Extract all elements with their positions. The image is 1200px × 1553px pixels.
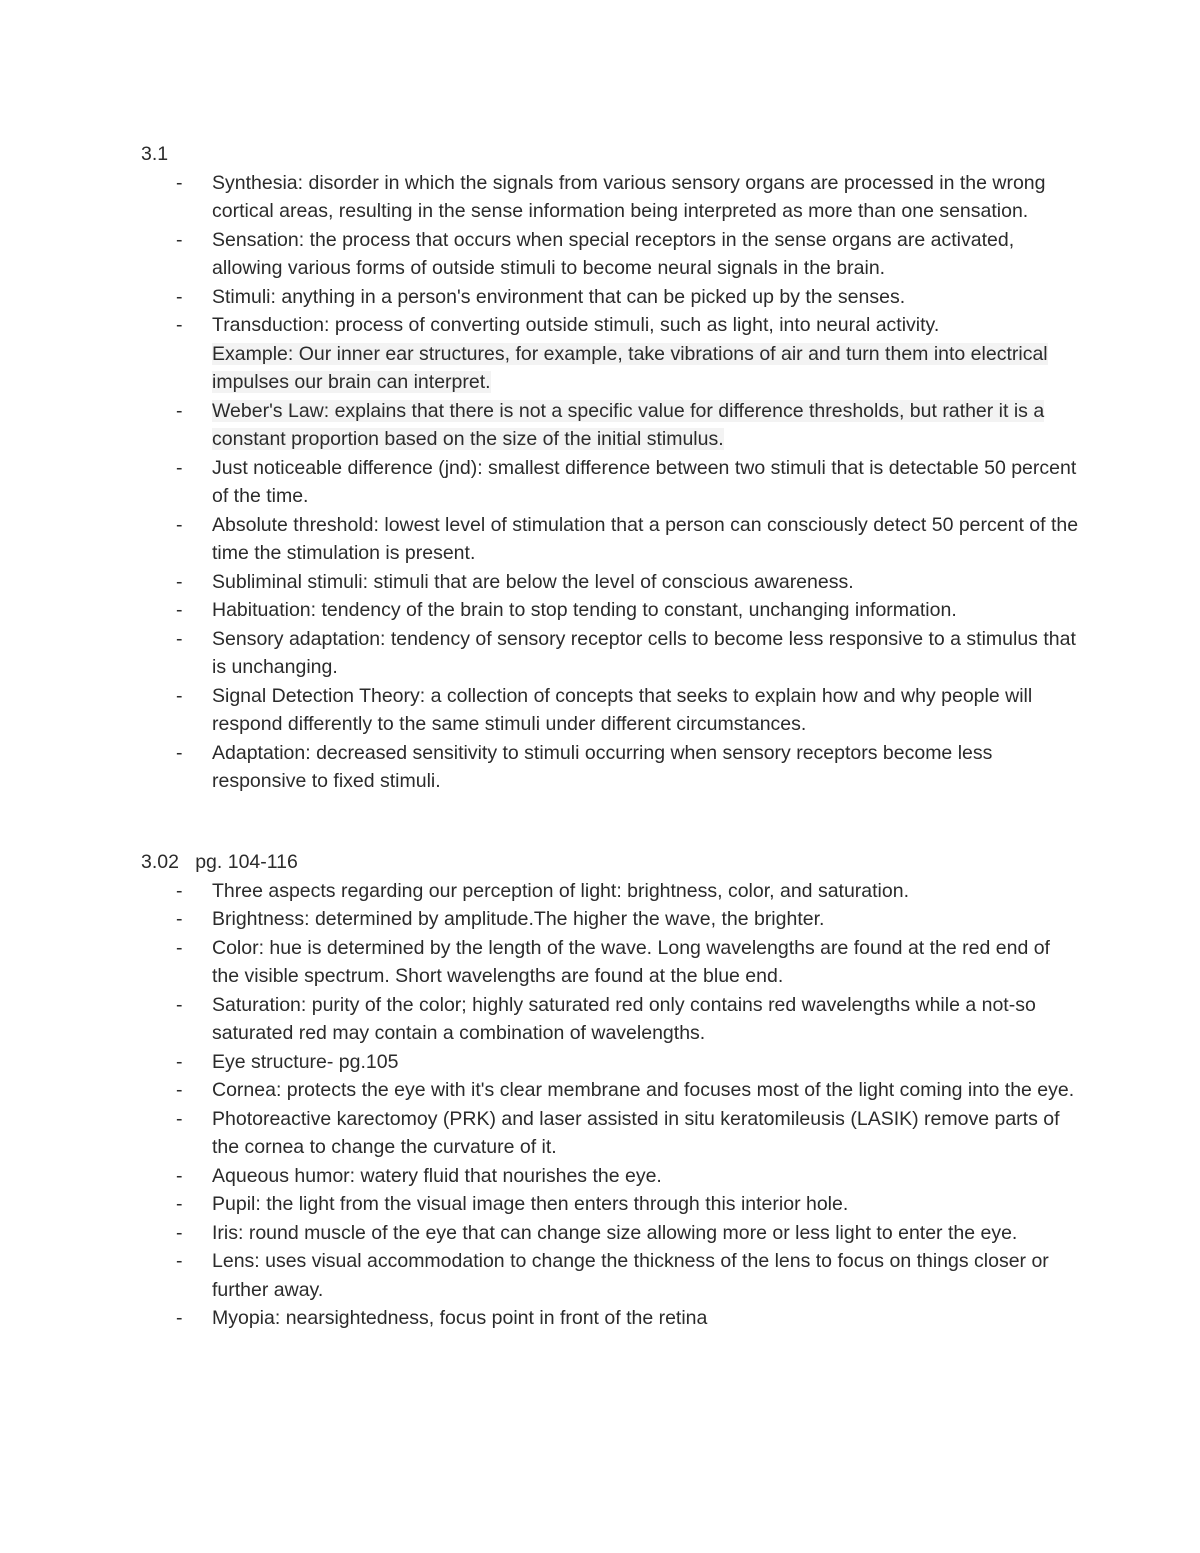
section-heading: 3.1: [141, 143, 169, 165]
bullet-dash: -: [176, 1193, 183, 1215]
list-item: [141, 1076, 1082, 1105]
bullet-dash: -: [176, 741, 183, 764]
bullet-dash: -: [176, 908, 183, 930]
note-text: Absolute threshold: lowest level of stimulation that a person can consciously detect 50 percent of the time the stimulation is present.: [212, 513, 1079, 564]
bullet-dash: -: [176, 1250, 183, 1272]
list-item: [141, 226, 1082, 283]
list-item: [141, 169, 1082, 226]
note-text: Adaptation: decreased sensitivity to stimuli occurring when sensory receptors become less responsive to fixed stimuli.: [212, 741, 993, 792]
note-text: Transduction: process of converting outside stimuli, such as light, into neural activity.: [212, 314, 940, 336]
bullet-dash: -: [176, 314, 183, 336]
bullet-dash: -: [176, 285, 183, 308]
note-text: Weber's Law: explains that there is not a specific value for difference thresholds, but rather it is a constant proportion based on the size of the initial stimulus.: [212, 399, 1045, 450]
note-text: Iris: round muscle of the eye that can change size allowing more or less light to enter the eye.: [212, 1221, 1018, 1244]
list-item: [141, 934, 1082, 991]
bullet-dash: -: [176, 1050, 183, 1073]
bullet-dash: -: [176, 1164, 183, 1187]
notes-list: [141, 169, 1081, 796]
section-3-02: [141, 848, 1081, 1333]
bullet-dash: -: [176, 684, 183, 707]
list-item: [141, 397, 1082, 454]
bullet-dash: -: [176, 399, 183, 422]
list-item: [141, 739, 1082, 796]
list-item: [141, 625, 1082, 682]
list-item: [141, 311, 1082, 397]
list-item: [141, 596, 1082, 625]
bullet-dash: -: [176, 1079, 183, 1101]
list-item: [141, 877, 1082, 906]
note-text: Cornea: protects the eye with it's clear membrane and focuses most of the light coming into the eye.: [212, 1079, 1075, 1101]
bullet-dash: -: [176, 993, 183, 1016]
note-text: Color: hue is determined by the length of the wave. Long wavelengths are found at the red end of the visible spectrum. Short wavelengths are found at the blue end.: [212, 936, 1050, 987]
list-item: [141, 454, 1082, 511]
note-text: Stimuli: anything in a person's environment that can be picked up by the senses.: [212, 285, 906, 308]
note-text: Pupil: the light from the visual image then enters through this interior hole.: [212, 1193, 849, 1215]
note-text: Three aspects regarding our perception of light: brightness, color, and saturation.: [212, 879, 909, 902]
note-text: stimuli that are below the level of conscious awareness.: [368, 570, 854, 593]
bullet-dash: -: [176, 513, 183, 536]
bullet-dash: -: [176, 627, 183, 650]
note-text: Sensation: the process that occurs when special receptors in the sense organs are activated, allowing various forms of outside stimuli to become neural signals in the brain.: [212, 228, 1015, 279]
bullet-dash: -: [176, 456, 183, 479]
bullet-dash: -: [176, 228, 183, 251]
note-text: Synthesia: disorder in which the signals from various sensory organs are processed in the wrong cortical areas, resulting in the sense information being interpreted as more than one sensation.: [212, 171, 1046, 222]
list-item: [141, 991, 1082, 1048]
bullet-dash: -: [176, 599, 183, 621]
bullet-dash: -: [176, 1107, 183, 1130]
bullet-dash: -: [176, 1221, 183, 1244]
notes-list: [141, 877, 1081, 1333]
bullet-dash: -: [176, 936, 183, 959]
list-item: [141, 1190, 1082, 1219]
list-item: [141, 283, 1082, 312]
note-text: Just noticeable difference (jnd): smallest difference between two stimuli that is detectable 50 percent of the time.: [212, 456, 1077, 507]
section-heading: 3.02 pg. 104-116: [141, 851, 298, 873]
note-text: Lens: uses visual accommodation to change the thickness of the lens to focus on things closer or further away.: [212, 1250, 1049, 1301]
bullet-dash: -: [176, 879, 183, 902]
list-item: [141, 1304, 1082, 1333]
note-text: Photoreactive karectomoy (PRK) and laser assisted in situ keratomileusis (LASIK) remove parts of the cornea to change the curvature of it.: [212, 1107, 1060, 1158]
list-item: [141, 1219, 1082, 1248]
note-term: Subliminal stimuli:: [212, 570, 369, 593]
note-text: Signal Detection Theory: a collection of concepts that seeks to explain how and why people will respond differently to the same stimuli under different circumstances.: [212, 684, 1033, 735]
list-item: [141, 1247, 1082, 1304]
note-text: Saturation: purity of the color; highly saturated red only contains red wavelengths while a not-so saturated red may contain a combination of wavelengths.: [212, 993, 1036, 1044]
note-text: Brightness: determined by amplitude.The higher the wave, the brighter.: [212, 908, 825, 930]
note-text: Sensory adaptation: tendency of sensory receptor cells to become less responsive to a stimulus that is unchanging.: [212, 627, 1076, 678]
list-item: [141, 905, 1082, 934]
note-text: Eye structure- pg.105: [212, 1050, 399, 1073]
bullet-dash: -: [176, 1307, 183, 1329]
list-item: [141, 1162, 1082, 1191]
note-text: Aqueous humor: watery fluid that nourishes the eye.: [212, 1164, 662, 1187]
list-item: [141, 511, 1082, 568]
example-text: Example: Our inner ear structures, for example, take vibrations of air and turn them into electrical impulses our brain can interpret.: [212, 342, 1048, 393]
bullet-dash: -: [176, 570, 183, 593]
list-item: [141, 1048, 1082, 1077]
note-text: Myopia: nearsightedness, focus point in front of the retina: [212, 1307, 708, 1329]
section-3-1: [141, 140, 1081, 796]
list-item: [141, 682, 1082, 739]
bullet-dash: -: [176, 171, 183, 194]
note-text: Habituation: tendency of the brain to stop tending to constant, unchanging information.: [212, 599, 957, 621]
list-item: [141, 1105, 1082, 1162]
list-item: [141, 568, 1082, 597]
